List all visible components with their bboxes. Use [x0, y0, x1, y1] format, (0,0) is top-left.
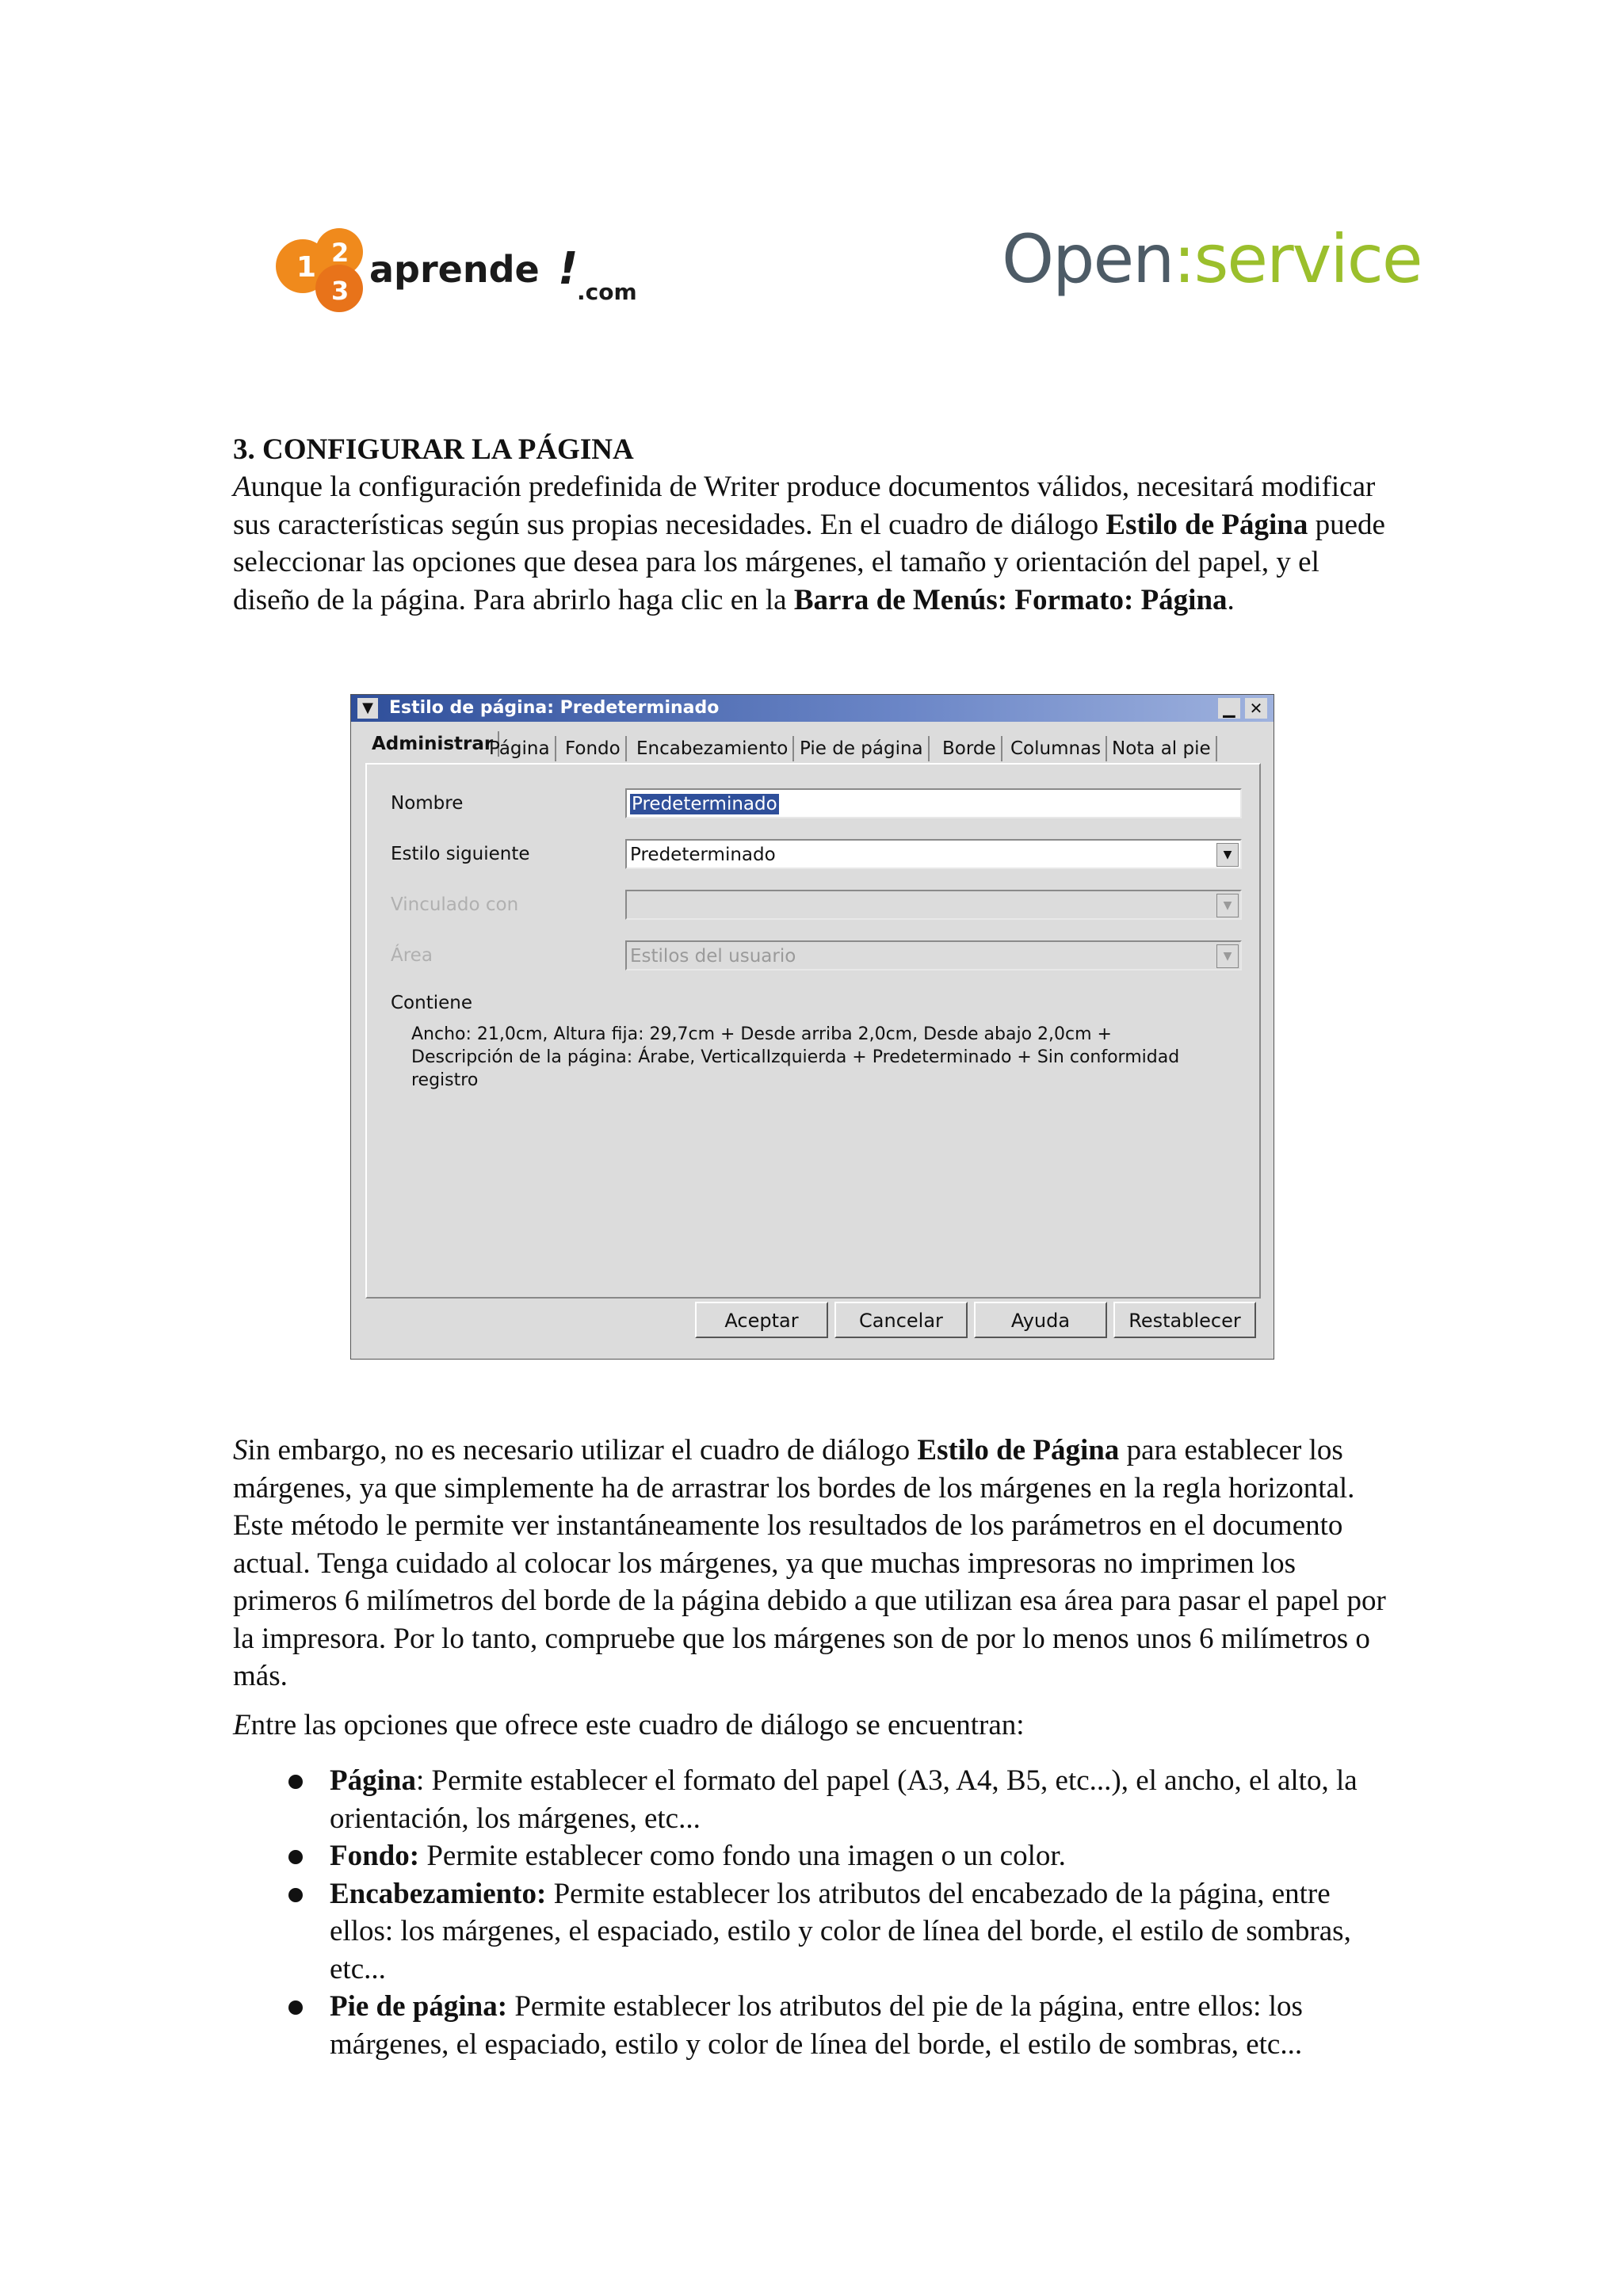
- triangle-down-icon[interactable]: ▼: [1216, 843, 1239, 867]
- p2-bold-1: Estilo de Página: [917, 1434, 1120, 1466]
- cancelar-button[interactable]: Cancelar: [834, 1302, 968, 1338]
- list-term: Página: [330, 1764, 416, 1797]
- tab-encabezamiento[interactable]: Encabezamiento: [632, 736, 794, 761]
- tab-pagina[interactable]: Página: [484, 736, 556, 761]
- tab-fondo[interactable]: Fondo: [560, 736, 627, 761]
- ayuda-button[interactable]: Ayuda: [974, 1302, 1107, 1338]
- tab-nota-al-pie[interactable]: Nota al pie: [1107, 736, 1217, 761]
- list-item: [282, 1875, 1400, 1989]
- area-value: Estilos del usuario: [630, 946, 796, 967]
- p2-text-2: para establecer los márgenes, ya que simplemente ha de arrastrar los bordes de los márgenes en la regla horizontal. Este método le permite ver instantáneamente los resultados de los parámetros en el documento actual. Tenga cuidado al colocar los márgenes, ya que muchas impresoras no imprimen los primeros 6 milímetros del borde de la página debido a que utilizan esa área para pasar el papel por la impresora. Por lo tanto, compruebe que los márgenes son de por lo menos unos 6 milímetros o más.: [233, 1434, 1386, 1692]
- triangle-down-icon: ▼: [1216, 894, 1239, 917]
- list-text: Permite establecer como fondo una imagen o un color.: [419, 1840, 1066, 1872]
- aceptar-button[interactable]: Aceptar: [695, 1302, 828, 1338]
- page-style-dialog: [350, 694, 1274, 1360]
- administrar-panel: [365, 763, 1261, 1299]
- minimize-icon[interactable]: ▁: [1218, 698, 1240, 719]
- triangle-down-icon: ▼: [1216, 944, 1239, 968]
- p1-text-2: puede seleccionar las opciones que desea para los márgenes, el tamaño y orientación del papel, y el diseño de la página. Para abrirlo haga clic en la: [233, 508, 1385, 616]
- list-item: [282, 1762, 1400, 1837]
- list-item: [282, 1837, 1400, 1875]
- nombre-field[interactable]: [625, 788, 1242, 818]
- logo-digit-1: 1: [296, 251, 317, 284]
- tab-borde[interactable]: Borde: [938, 736, 1002, 761]
- tab-columnas[interactable]: Columnas: [1006, 736, 1107, 761]
- contiene-text: Ancho: 21,0cm, Altura fija: 29,7cm + Desde arriba 2,0cm, Desde abajo 2,0cm + Descripción de la página: Árabe, VerticalIzquierda + Predeterminado + Sin conformidad registro: [411, 1024, 1180, 1090]
- p2-text-1: in embargo, no es necesario utilizar el cuadro de diálogo: [247, 1434, 918, 1466]
- tab-administrar[interactable]: Administrar: [367, 731, 499, 757]
- margins-paragraph: [233, 1432, 1398, 1695]
- logo-open: Open: [1002, 220, 1174, 298]
- chevron-down-icon[interactable]: ▼: [357, 698, 378, 719]
- p1-bold-1: Estilo de Página: [1106, 508, 1308, 541]
- contiene-label: Contiene: [391, 993, 472, 1013]
- list-term: Encabezamiento:: [330, 1877, 547, 1910]
- aprende-logo: [273, 227, 669, 314]
- logo-digit-2: 2: [331, 238, 349, 268]
- dialog-title: Estilo de página: Predeterminado: [389, 698, 720, 718]
- vinculado-select: [625, 890, 1242, 920]
- tab-pie-de-pagina[interactable]: Pie de página: [795, 736, 930, 761]
- list-text: Permite establecer los atributos del pie de la página, entre ellos: los márgenes, el espaciado, estilo y color de línea del borde, el estilo de sombras, etc...: [330, 1990, 1303, 2061]
- logo-suffix: .com: [577, 279, 637, 305]
- label-area: Área: [391, 945, 433, 966]
- label-estilo-siguiente: Estilo siguiente: [391, 844, 530, 864]
- drop-cap: S: [233, 1434, 248, 1466]
- list-term: Fondo:: [330, 1840, 420, 1872]
- label-nombre: Nombre: [391, 793, 464, 814]
- dialog-tabs: [367, 731, 1261, 763]
- nombre-value: Predeterminado: [632, 794, 777, 814]
- p1-text-1: unque la configuración predefinida de Writer produce documentos válidos, necesitará modificar sus características según sus propias necesidades. En el cuadro de diálogo: [233, 471, 1376, 541]
- dialog-titlebar: [351, 695, 1274, 722]
- drop-cap: A: [233, 471, 251, 503]
- list-text: Permite establecer los atributos del encabezado de la página, entre ellos: los márgenes, el espaciado, estilo y color de línea del borde, el estilo de sombras, etc...: [330, 1877, 1351, 1985]
- close-icon[interactable]: ✕: [1245, 698, 1267, 719]
- logo-exclam: !: [558, 243, 579, 295]
- intro-paragraph: [233, 468, 1398, 619]
- section-heading: 3. CONFIGURAR LA PÁGINA: [233, 433, 634, 466]
- estilo-siguiente-value: Predeterminado: [630, 845, 776, 865]
- logo-service: :service: [1173, 220, 1422, 298]
- p1-text-3: .: [1227, 583, 1235, 616]
- estilo-siguiente-select[interactable]: [625, 839, 1242, 869]
- label-vinculado: Vinculado con: [391, 894, 519, 915]
- drop-cap: E: [233, 1709, 251, 1741]
- options-intro: [233, 1707, 1398, 1745]
- p1-bold-2: Barra de Menús: Formato: Página: [793, 583, 1228, 616]
- list-term: Pie de página:: [330, 1990, 508, 2023]
- logo-digit-3: 3: [331, 276, 349, 306]
- p3-text-1: ntre las opciones que ofrece este cuadro de diálogo se encuentran:: [250, 1709, 1025, 1741]
- logo-word: aprende: [369, 248, 540, 291]
- list-item: [282, 1988, 1400, 2063]
- list-text: : Permite establecer el formato del papel (A3, A4, B5, etc...), el ancho, el alto, la orientación, los márgenes, etc...: [330, 1764, 1358, 1835]
- openservice-logo: [1002, 220, 1422, 315]
- options-list: [282, 1762, 1400, 2063]
- area-select: [625, 940, 1242, 971]
- restablecer-button[interactable]: Restablecer: [1113, 1302, 1256, 1338]
